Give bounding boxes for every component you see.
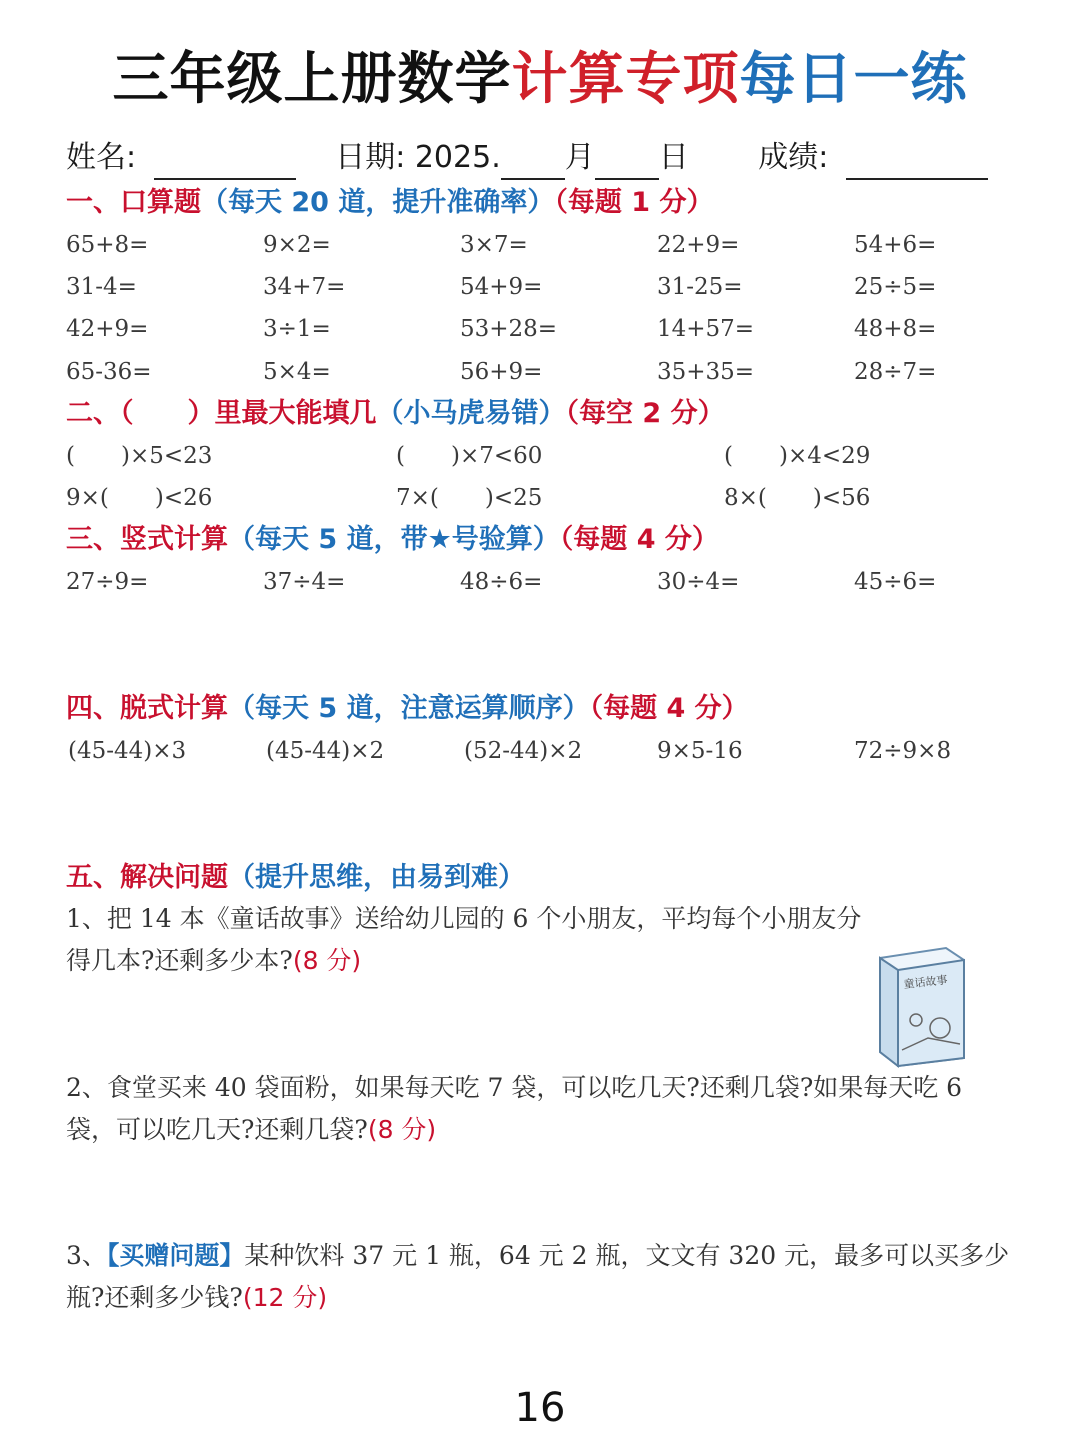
student-info-line	[66, 136, 988, 180]
problem-text: 2、食堂买来 40 袋面粉，如果每天吃 7 袋，可以吃几天?还剩几袋?如果每天吃 6 袋，可以吃几天?还剩几袋?	[66, 1073, 963, 1144]
problem-points: (12 分)	[242, 1283, 328, 1312]
section-desc: （每天 5 道，带★号验算）	[228, 524, 560, 555]
score-label: 成绩:	[758, 140, 829, 175]
problem-tag: 【买赠问题】	[106, 1241, 245, 1270]
day-blank[interactable]	[595, 146, 659, 180]
problem-item: 34+7=	[263, 274, 346, 300]
title-daily: 每日一练	[739, 47, 968, 112]
problem-item: 65-36=	[66, 359, 152, 385]
problem-item: 9×( )<26	[66, 485, 213, 511]
problem-item: ( )×7<60	[396, 443, 543, 469]
problem-item: 72÷9×8	[854, 738, 952, 764]
problem-item: ( )×5<23	[66, 443, 213, 469]
section-1-heading	[66, 183, 713, 223]
name-label: 姓名:	[66, 140, 137, 175]
section-desc: （每天 20 道，提升准确率）	[201, 187, 555, 218]
page-number: 16	[514, 1385, 566, 1431]
problem-item: 65+8=	[66, 232, 149, 258]
problem-item: 42+9=	[66, 316, 149, 342]
section-number: 五、	[66, 862, 120, 893]
day-label: 日	[658, 140, 689, 175]
section-5-heading	[66, 858, 525, 898]
section-score: （每空 2 分）	[565, 398, 725, 429]
storybook-icon	[868, 940, 978, 1070]
problem-text: 1、把 14 本《童话故事》送给幼儿园的 6 个小朋友，平均每个小朋友分得几本?还剩多少本?	[66, 904, 862, 975]
problem-item: 28÷7=	[854, 359, 937, 385]
problem-item: 3×7=	[460, 232, 528, 258]
problem-item: 7×( )<25	[396, 485, 543, 511]
section-name: （ ）里最大能填几	[120, 398, 377, 429]
problem-item: 35+35=	[657, 359, 755, 385]
problem-points: (8 分)	[367, 1115, 437, 1144]
section-score: （每题 4 分）	[559, 524, 719, 555]
problem-1	[66, 898, 866, 982]
score-blank[interactable]	[846, 146, 988, 180]
problem-item: 3÷1=	[263, 316, 331, 342]
problem-item: 54+9=	[460, 274, 543, 300]
problem-item: 45÷6=	[854, 569, 937, 595]
book-cover-label: 童话故事	[902, 973, 949, 991]
problem-2	[66, 1067, 1016, 1151]
problem-item: 56+9=	[460, 359, 543, 385]
problem-item: 22+9=	[657, 232, 740, 258]
problem-item: (52-44)×2	[464, 738, 583, 764]
section-desc: （提升思维，由易到难）	[228, 862, 525, 893]
problem-item: 48÷6=	[460, 569, 543, 595]
problem-item: ( )×4<29	[724, 443, 871, 469]
month-label: 月	[564, 140, 595, 175]
problem-item: 5×4=	[263, 359, 331, 385]
section-number: 四、	[66, 693, 120, 724]
problem-prefix: 3、	[66, 1241, 107, 1270]
problem-points: (8 分)	[292, 946, 362, 975]
title-grade: 三年级上册数学	[112, 47, 512, 112]
problem-item: 54+6=	[854, 232, 937, 258]
section-3-heading	[66, 520, 719, 560]
section-name: 脱式计算	[120, 693, 228, 724]
problem-item: 53+28=	[460, 316, 558, 342]
section-2-heading	[66, 394, 725, 434]
problem-item: (45-44)×3	[68, 738, 187, 764]
problem-item: 8×( )<56	[724, 485, 871, 511]
section-number: 一、	[66, 187, 120, 218]
section-number: 三、	[66, 524, 120, 555]
problem-text: 某种饮料 37 元 1 瓶，64 元 2 瓶，文文有 320 元，最多可以买多少瓶?还剩多少钱?	[66, 1241, 1010, 1312]
problem-item: 27÷9=	[66, 569, 149, 595]
section-name: 解决问题	[120, 862, 228, 893]
section-desc: （每天 5 道，注意运算顺序）	[228, 693, 590, 724]
title-topic: 计算专项	[511, 47, 740, 112]
problem-item: 48+8=	[854, 316, 937, 342]
section-desc: （小马虎易错）	[376, 398, 566, 429]
problem-item: 14+57=	[657, 316, 755, 342]
section-4-heading	[66, 689, 749, 729]
problem-item: 31-25=	[657, 274, 743, 300]
problem-item: 37÷4=	[263, 569, 346, 595]
problem-item: 31-4=	[66, 274, 137, 300]
problem-item: 9×5-16	[657, 738, 743, 764]
section-name: 竖式计算	[120, 524, 228, 555]
problem-item: 25÷5=	[854, 274, 937, 300]
problem-item: 9×2=	[263, 232, 331, 258]
section-number: 二、	[66, 398, 120, 429]
problem-item: 30÷4=	[657, 569, 740, 595]
problem-item: (45-44)×2	[266, 738, 385, 764]
section-score: （每题 4 分）	[589, 693, 749, 724]
date-label: 日期: 2025.	[335, 140, 501, 175]
problem-3	[66, 1235, 1016, 1319]
page-title	[0, 40, 1080, 120]
section-name: 口算题	[120, 187, 201, 218]
month-blank[interactable]	[501, 146, 565, 180]
section-score: （每题 1 分）	[554, 187, 714, 218]
name-blank[interactable]	[154, 146, 296, 180]
